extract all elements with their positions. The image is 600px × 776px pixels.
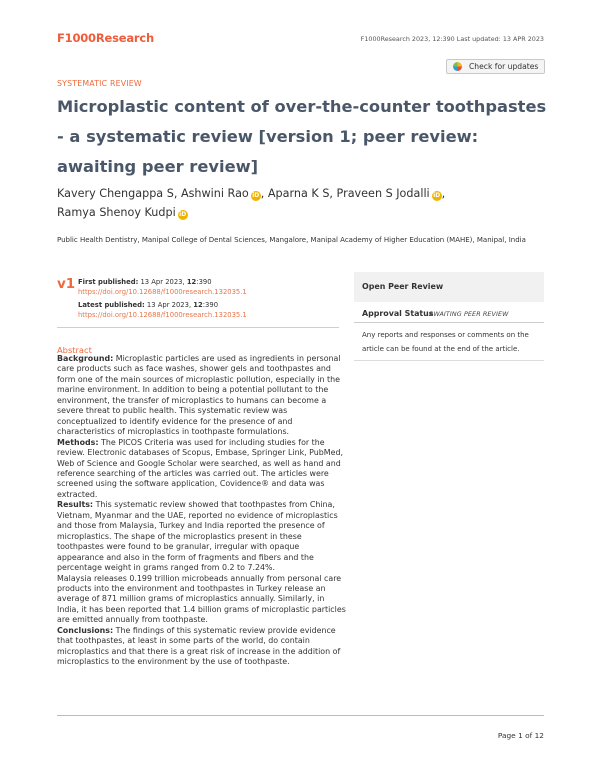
first-published-page: :390 (196, 278, 212, 286)
latest-published (78, 301, 218, 310)
abstract-results-continued: Malaysia releases 0.199 trillion microbeads annually from personal care products into the environment and toothpastes in Turkey release an average of 871 million grams of microplastics annually. Similarly, in India, it has been reported that 1.4 billion grams of microplastic particles are emitted annually from toothpaste. (57, 573, 346, 625)
latest-published-label: Latest published: (78, 301, 145, 309)
version-badge: v1 (57, 276, 76, 292)
conclusions-text: The findings of this systematic review provide evidence that toothpastes, at least in some parts of the world, do contain microplastics and that there is a great risk of increase in the addition of microplastics to the environment by the use of toothpaste. (57, 625, 341, 667)
review-divider (354, 322, 544, 323)
first-published-date: 13 Apr 2023, (140, 278, 185, 286)
review-title-bar (354, 272, 544, 302)
article-type: SYSTEMATIC REVIEW (57, 79, 142, 88)
logo-f1000: F1000 (57, 31, 96, 45)
author-name[interactable]: Kavery Chengappa S (57, 187, 174, 200)
latest-published-doi-link[interactable]: https://doi.org/10.12688/f1000research.132035.1 (78, 311, 247, 319)
background-label: Background: (57, 354, 114, 363)
review-note: Any reports and responses or comments on the article can be found at the end of the article. (362, 331, 529, 353)
approval-status-row (354, 304, 544, 322)
abstract-results (57, 500, 347, 573)
orcid-icon[interactable]: iD (252, 192, 260, 199)
results-text: This systematic review showed that toothpastes from China, Vietnam, Myanmar and the UAE, reported no evidence of microplastics and those from Malaysia, Turkey and India reported the presence of microplastics. The shape of the microplastics present in these toothpastes were found to be granular, irregular with opaque appearance and also in the form of fragments and fibers and the percentage weight in grams ranged from 0.2 to 7.24%. (57, 500, 338, 573)
first-published (78, 278, 212, 287)
abstract-background (57, 354, 347, 438)
author-name[interactable]: Praveen S Jodalli (336, 187, 430, 200)
author-name[interactable]: Ashwini Rao (180, 187, 249, 200)
abstract-conclusions (57, 626, 347, 668)
f1000-logo[interactable] (57, 31, 154, 45)
abstract-body (57, 354, 347, 668)
results-label: Results: (57, 500, 94, 510)
crossmark-icon (453, 62, 462, 71)
first-published-volume: 12 (186, 278, 197, 286)
latest-published-volume: 12 (193, 301, 203, 309)
affiliation: Public Health Dentistry, Manipal College of Dental Sciences, Mangalore, Manipal Academy of Higher Education (MAHE), Manipal, India (57, 236, 526, 244)
author-name[interactable]: Ramya Shenoy Kudpi (57, 206, 176, 219)
first-published-label: First published: (78, 278, 139, 286)
article-title: Microplastic content of over-the-counter toothpastes - a systematic review [version 1; peer review: awaiting peer review] (57, 97, 547, 176)
footer-divider (57, 715, 544, 716)
first-published-doi-link[interactable]: https://doi.org/10.12688/f1000research.132035.1 (78, 288, 247, 296)
author-list: Kavery Chengappa S, Ashwini Rao iD, Aparna K S, Praveen S Jodalli iD, Ramya Shenoy Kudpi iD (57, 187, 446, 219)
conclusions-label: Conclusions: (57, 625, 114, 635)
author-name[interactable]: Aparna K S (267, 187, 330, 200)
approval-status-label: Approval Status (362, 309, 434, 318)
check-for-updates-label: Check for updates (469, 62, 539, 71)
methods-label: Methods: (57, 437, 99, 447)
orcid-icon[interactable]: iD (179, 211, 187, 218)
review-title: Open Peer Review (362, 282, 444, 291)
latest-published-page: :390 (202, 301, 219, 309)
page-number: Page 1 of 12 (497, 731, 544, 740)
background-text: Microplastic particles are used as ingredients in personal care products such as face washes, shower gels and toothpastes and form one of the main sources of microplastic pollution, especially in the marine environment. In addition to being a potential pollutant to the environment, the transfer of microplastics to humans can become a severe threat to public health. This systematic review was conceptualized to identify evidence for the presence of and characteristics of microplastics in toothpaste formulations. (57, 354, 341, 437)
orcid-icon[interactable]: iD (433, 192, 441, 199)
check-for-updates-button[interactable] (446, 59, 545, 74)
approval-status-value: AWAITING PEER REVIEW (429, 310, 509, 318)
abstract-heading: Abstract (57, 345, 92, 355)
abstract-methods (57, 438, 347, 501)
methods-text: The PICOS Criteria was used for including studies for the review. Electronic databases of Scopus, Embase, Springer Link, PubMed, Web of Science and Google Scholar were searched, as well as hand and reference searching of the articles was carried out. The articles were screened using the software application, Covidence® and data was extracted. (57, 437, 343, 499)
latest-published-date: 13 Apr 2023, (146, 301, 192, 309)
logo-research: Research (95, 31, 155, 45)
review-divider-bottom (354, 360, 544, 361)
divider (57, 327, 339, 328)
header-meta: F1000Research 2023, 12:390 Last updated: 13 APR 2023 (360, 35, 544, 43)
